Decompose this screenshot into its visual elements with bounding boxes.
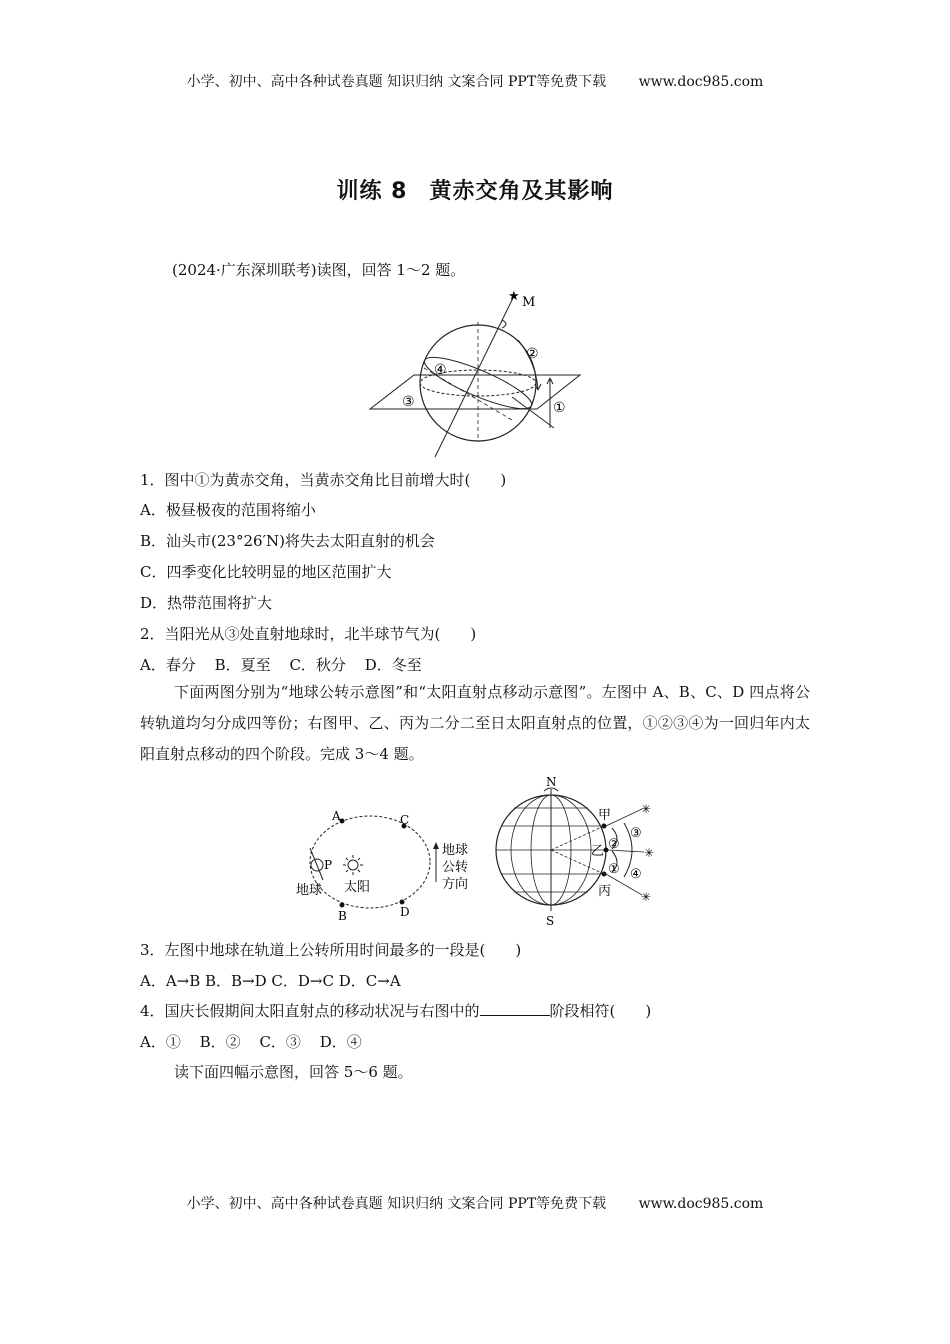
footer-site-link[interactable]: www.doc985.com — [638, 1196, 764, 1212]
title-text: 黄赤交角及其影响 — [429, 179, 614, 204]
fig1-label-1: ① — [553, 400, 566, 416]
q2-stem: 2．当阳光从③处直射地球时，北半球节气为( ) — [140, 625, 477, 643]
direction-label-2: 公转 — [442, 860, 469, 875]
stage-2: ② — [608, 837, 620, 852]
page-title — [0, 174, 950, 205]
q3-options: A．A→B B．B→D C．D→C D．C→A — [140, 972, 401, 990]
q3-stem: 3．左图中地球在轨道上公转所用时间最多的一段是( ) — [140, 941, 522, 959]
q4-stem-pre: 4．国庆长假期间太阳直射点的移动状况与右图中的 — [140, 1002, 480, 1020]
q2-option-b: B．夏至 — [214, 656, 271, 674]
orbit-point-a: A — [332, 809, 341, 823]
earth-label: 地球 — [296, 883, 323, 898]
stage-1: ① — [608, 862, 620, 877]
q1-stem: 1．图中①为黄赤交角，当黄赤交角比目前增大时( ) — [140, 471, 507, 489]
orbit-point-b: B — [338, 909, 347, 923]
q4-option-a: A．① — [140, 1033, 181, 1051]
star-label: M — [522, 295, 536, 310]
position-bing: 丙 — [598, 884, 612, 899]
globe-north-label: N — [546, 775, 557, 789]
fig1-label-3: ③ — [402, 394, 415, 410]
intro-1: (2024·广东深圳联考)读图，回答 1～2 题。 — [172, 261, 466, 279]
figure-orbit-diagram — [292, 808, 482, 926]
q4-options — [140, 1031, 376, 1052]
sun-ray-icon-1: ✳ — [641, 802, 652, 816]
q2-option-c: C．秋分 — [289, 656, 346, 674]
direction-label-3: 方向 — [442, 877, 469, 892]
page-footer — [0, 1193, 950, 1213]
figure-subsolar-diagram — [494, 771, 664, 929]
footer-text: 小学、初中、高中各种试卷真题 知识归纳 文案合同 PPT等免费下载 — [186, 1196, 607, 1212]
q4-option-b: B．② — [199, 1033, 241, 1051]
page-header — [0, 71, 950, 91]
intro-2: 下面两图分别为“地球公转示意图”和“太阳直射点移动示意图”。左图中 A、B、C、D 四点将公转轨道均匀分成四等份；右图甲、乙、丙为二分二至日太阳直射点的位置，①②③④为一回归年内太阳直射点移动的四个阶段。完成 3～4 题。 — [140, 683, 810, 763]
q4-blank[interactable] — [480, 1001, 550, 1016]
q1-option-a: A．极昼极夜的范围将缩小 — [140, 501, 316, 519]
q1-option-b: B．汕头市(23°26′N)将失去太阳直射的机会 — [140, 532, 435, 550]
position-jia: 甲 — [598, 808, 612, 823]
q1-option-d: D．热带范围将扩大 — [140, 594, 273, 612]
orbit-p-label: P — [324, 858, 333, 872]
orbit-point-d: D — [400, 905, 410, 919]
sun-icon — [343, 855, 363, 875]
q4-option-c: C．③ — [259, 1033, 301, 1051]
q2-option-a: A．春分 — [140, 656, 196, 674]
globe-south-label: S — [546, 914, 555, 928]
q4-stem-post: 阶段相符( ) — [549, 1002, 652, 1020]
q1-option-c: C．四季变化比较明显的地区范围扩大 — [140, 563, 392, 581]
stage-3: ③ — [630, 826, 642, 841]
position-yi: 乙 — [591, 844, 605, 859]
header-site-link[interactable]: www.doc985.com — [638, 74, 764, 90]
q2-options — [140, 654, 436, 675]
star-icon: ★ — [508, 289, 520, 304]
orbit-point-c: C — [400, 813, 410, 827]
title-number: 训练 8 — [336, 179, 408, 204]
direction-label-1: 地球 — [442, 843, 469, 858]
figure-ecliptic-diagram — [362, 282, 590, 460]
sun-label: 太阳 — [344, 880, 371, 895]
q4-stem — [140, 1000, 651, 1021]
sun-ray-icon-3: ✳ — [641, 890, 652, 904]
sun-ray-icon-2: ✳ — [644, 846, 655, 860]
fig1-label-2: ② — [526, 346, 539, 362]
stage-4: ④ — [630, 867, 642, 882]
fig1-label-4: ④ — [434, 362, 447, 378]
intro-3: 读下面四幅示意图，回答 5～6 题。 — [174, 1063, 413, 1081]
header-text: 小学、初中、高中各种试卷真题 知识归纳 文案合同 PPT等免费下载 — [186, 74, 607, 90]
q4-option-d: D．④ — [319, 1033, 362, 1051]
q2-option-d: D．冬至 — [364, 656, 422, 674]
